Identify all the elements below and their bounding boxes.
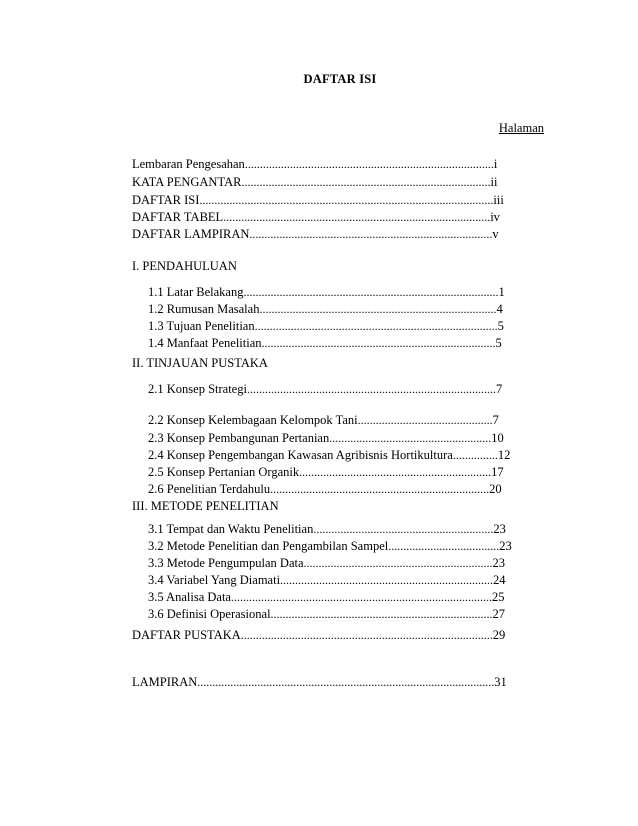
toc-entry-text: 3.6 Definisi Operasional: [148, 607, 271, 621]
toc-entry-text: 2.1 Konsep Strategi: [148, 382, 247, 396]
toc-entry-text: 2.2 Konsep Kelembagaan Kelompok Tani: [148, 413, 358, 427]
toc-page-number: 7: [492, 413, 499, 427]
toc-entry-text: DAFTAR ISI: [132, 193, 200, 207]
chapter-heading-pendahuluan[interactable]: I. PENDAHULUAN: [132, 259, 237, 273]
leader-dots: .................................................................................: [254, 319, 498, 333]
toc-page-number: 23: [499, 539, 512, 553]
toc-entry-text: 1.1 Latar Belakang: [148, 285, 244, 299]
toc-entry-text: 1.2 Rumusan Masalah: [148, 302, 260, 316]
toc-entry-text: 3.5 Analisa Data: [148, 590, 231, 604]
leader-dots: ...................................................................................: [244, 157, 494, 171]
leader-dots: .....................................................................................: [243, 285, 499, 299]
toc-entry-2-1[interactable]: [148, 382, 502, 397]
toc-entry-text: DAFTAR LAMPIRAN: [132, 227, 250, 241]
leader-dots: ...............: [452, 448, 498, 462]
toc-entry-lembaran-pengesahan[interactable]: [132, 157, 497, 172]
toc-page-number: i: [493, 157, 498, 171]
toc-page-number: 31: [494, 675, 507, 689]
toc-page-number: 29: [492, 628, 506, 642]
leader-dots: .............................................: [357, 413, 493, 427]
page-title: DAFTAR ISI: [303, 72, 377, 86]
toc-page-number: 7: [495, 382, 503, 396]
toc-entry-3-2[interactable]: [148, 539, 512, 554]
chapter-heading-metode-penelitian[interactable]: III. METODE PENELITIAN: [132, 499, 279, 513]
toc-entry-daftar-tabel[interactable]: [132, 210, 500, 225]
toc-page-number: 24: [493, 573, 506, 587]
toc-entry-text: 1.3 Tujuan Penelitian: [148, 319, 255, 333]
toc-page-number: 4: [496, 302, 503, 316]
toc-entry-daftar-pustaka[interactable]: [132, 628, 505, 643]
toc-entry-2-4[interactable]: [148, 448, 510, 463]
toc-page-number: ii: [490, 175, 498, 189]
toc-entry-1-2[interactable]: [148, 302, 503, 317]
leader-dots: ....................................................................................: [240, 628, 493, 642]
toc-entry-text: 2.3 Konsep Pembangunan Pertanian: [148, 431, 330, 445]
toc-entry-3-1[interactable]: [148, 522, 506, 537]
toc-entry-text: 1.4 Manfaat Penelitian: [148, 336, 262, 350]
leader-dots: .......................................................................................: [230, 590, 492, 604]
toc-page-number: iv: [490, 210, 500, 224]
leader-dots: .......................................................................: [280, 573, 494, 587]
toc-page-number: 20: [489, 482, 502, 496]
leader-dots: ...............................................................................: [259, 302, 497, 316]
leader-dots: .................................................................................: [249, 227, 493, 241]
toc-entry-3-5[interactable]: [148, 590, 504, 605]
toc-entry-daftar-lampiran[interactable]: [132, 227, 499, 242]
toc-page-number: 23: [493, 522, 506, 536]
toc-entry-text: 3.1 Tempat dan Waktu Penelitian: [148, 522, 314, 536]
toc-page-number: 27: [492, 607, 506, 621]
toc-entry-text: DAFTAR PUSTAKA: [132, 628, 241, 642]
chapter-heading-tinjauan-pustaka[interactable]: II. TINJAUAN PUSTAKA: [132, 356, 268, 370]
toc-entry-3-6[interactable]: [148, 607, 505, 622]
leader-dots: ...................................................................................: [246, 382, 496, 396]
toc-entry-2-6[interactable]: [148, 482, 502, 497]
leader-dots: .....................................: [388, 539, 500, 553]
toc-entry-1-3[interactable]: [148, 319, 504, 334]
toc-page-number: 1: [498, 285, 505, 299]
leader-dots: ......................................................: [329, 431, 492, 445]
leader-dots: ..............................................................................: [261, 336, 496, 350]
toc-entry-1-1[interactable]: [148, 285, 505, 300]
toc-entry-text: 3.2 Metode Penelitian dan Pengambilan Sampel: [148, 539, 389, 553]
toc-page-number: 23: [492, 556, 506, 570]
toc-entry-text: 2.4 Konsep Pengembangan Kawasan Agribisnis Hortikultura: [148, 448, 453, 462]
leader-dots: .........................................................................................: [223, 210, 491, 224]
toc-entry-text: Lembaran Pengesahan: [132, 157, 245, 171]
leader-dots: .........................................................................: [270, 482, 490, 496]
toc-entry-text: KATA PENGANTAR: [132, 175, 242, 189]
toc-entry-2-2[interactable]: [148, 413, 499, 428]
toc-entry-1-4[interactable]: [148, 336, 502, 351]
toc-page-number: 5: [497, 319, 504, 333]
leader-dots: ..........................................................................: [270, 607, 493, 621]
toc-entry-kata-pengantar[interactable]: [132, 175, 497, 190]
toc-entry-text: 3.3 Metode Pengumpulan Data: [148, 556, 304, 570]
leader-dots: ................................................................: [299, 465, 492, 479]
toc-page-number: 17: [491, 465, 504, 479]
toc-entry-lampiran[interactable]: [132, 675, 507, 690]
halaman-label: Halaman: [498, 121, 544, 135]
toc-entry-text: 2.6 Penelitian Terdahulu: [148, 482, 271, 496]
toc-entry-text: 2.5 Konsep Pertanian Organik: [148, 465, 300, 479]
toc-page-number: 10: [491, 431, 504, 445]
toc-entry-text: LAMPIRAN: [132, 675, 198, 689]
leader-dots: ...................................................................................: [241, 175, 491, 189]
toc-page-number: v: [492, 227, 499, 241]
toc-page-number: iii: [493, 193, 504, 207]
toc-entry-3-3[interactable]: [148, 556, 505, 571]
toc-entry-2-3[interactable]: [148, 431, 504, 446]
toc-entry-text: DAFTAR TABEL: [132, 210, 224, 224]
toc-entry-daftar-isi[interactable]: [132, 193, 504, 208]
toc-page-number: 5: [495, 336, 502, 350]
leader-dots: ..................................................................................................: [199, 193, 494, 207]
leader-dots: ...............................................................: [303, 556, 493, 570]
toc-page-number: 12: [497, 448, 511, 462]
leader-dots: ............................................................: [313, 522, 494, 536]
toc-entry-text: 3.4 Variabel Yang Diamati: [148, 573, 281, 587]
toc-page-number: 25: [491, 590, 505, 604]
leader-dots: ...................................................................................................: [197, 675, 495, 689]
toc-entry-2-5[interactable]: [148, 465, 504, 480]
toc-entry-3-4[interactable]: [148, 573, 506, 588]
